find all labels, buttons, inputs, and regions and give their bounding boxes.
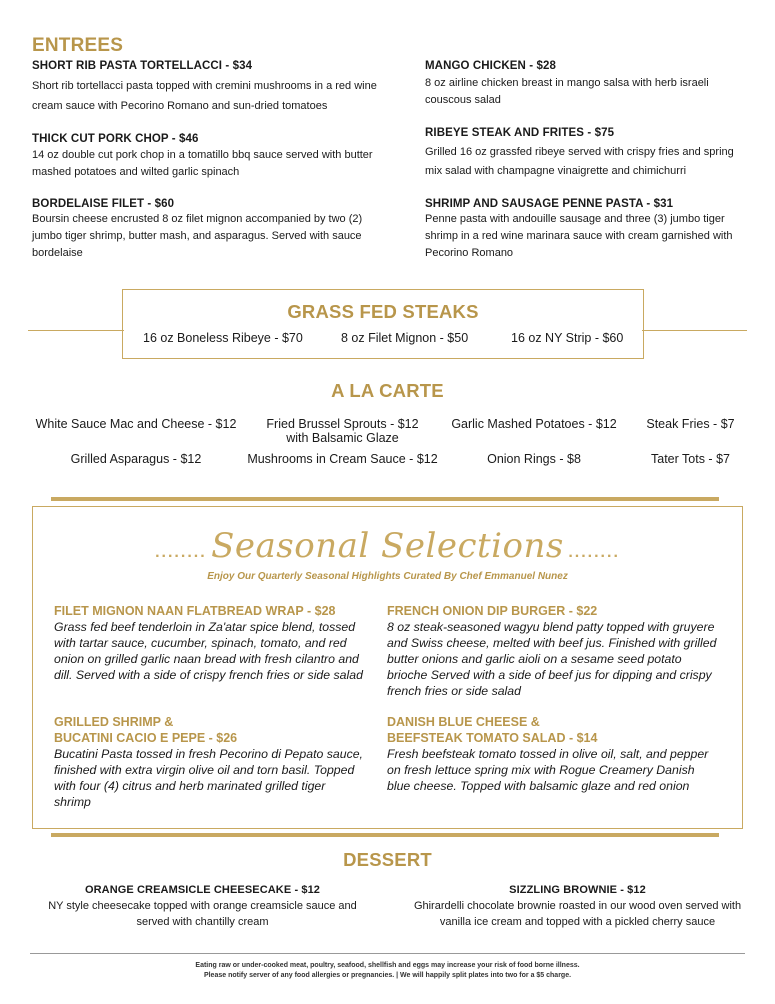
seasonal-title-line2: BUCATINI CACIO E PEPE - $26 xyxy=(54,731,238,745)
steaks-rule-left xyxy=(28,330,124,331)
alacarte-item-note: with Balsamic Glaze xyxy=(286,431,399,445)
dessert-title: SIZZLING BROWNIE - $12 xyxy=(509,884,646,896)
seasonal-item xyxy=(54,603,364,683)
dessert-title: ORANGE CREAMSICLE CHEESECAKE - $12 xyxy=(84,884,321,896)
entree-desc: Penne pasta with andouille sausage and three (3) jumbo tiger shrimp in a red wine marinara sauce with cream garnished with Pecorino Romano xyxy=(425,213,733,259)
entree-title: MANGO CHICKEN - $28 xyxy=(425,60,556,72)
seasonal-item xyxy=(387,714,717,794)
alacarte-heading: A LA CARTE xyxy=(331,380,444,401)
alacarte-item: Grilled Asparagus - $12 xyxy=(70,452,202,466)
entree-item xyxy=(425,60,745,109)
dessert-item xyxy=(405,882,750,930)
seasonal-item xyxy=(54,714,364,810)
alacarte-item: Tater Tots - $7 xyxy=(651,452,730,466)
entree-title: RIBEYE STEAK AND FRITES - $75 xyxy=(425,127,615,139)
alacarte-item: Garlic Mashed Potatoes - $12 xyxy=(451,417,617,431)
steak-item: 16 oz Boneless Ribeye - $70 xyxy=(143,331,303,345)
seasonal-item xyxy=(387,603,722,699)
footer-disclaimer xyxy=(0,961,775,981)
seasonal-subtitle: Enjoy Our Quarterly Seasonal Highlights Curated By Chef Emmanuel Nunez xyxy=(207,571,568,582)
steak-item: 8 oz Filet Mignon - $50 xyxy=(341,331,469,345)
seasonal-heading: Seasonal Selections xyxy=(211,526,564,566)
divider-rule xyxy=(51,833,719,837)
entree-desc: Grilled 16 oz grassfed ribeye served with crispy fries and spring mix salad with champagne vinaigrette and chimichurri xyxy=(425,146,734,177)
footer-line-1: Eating raw or under-cooked meat, poultry, seafood, shellfish and eggs may increase your risk of food borne illness. xyxy=(195,962,580,969)
seasonal-title: FRENCH ONION DIP BURGER - $22 xyxy=(387,604,598,618)
steak-item: 16 oz NY Strip - $60 xyxy=(511,331,624,345)
dessert-item xyxy=(40,882,365,930)
seasonal-title-line2: BEEFSTEAK TOMATO SALAD - $14 xyxy=(387,731,598,745)
footer-line-2: Please notify server of any food allergies or pregnancies. | We will happily split plates into two for a $5 charge. xyxy=(203,972,572,979)
dessert-desc: NY style cheesecake topped with orange creamsicle sauce and served with chantilly cream xyxy=(48,900,357,928)
entree-desc: 8 oz airline chicken breast in mango salsa with herb israeli couscous salad xyxy=(425,77,709,106)
seasonal-title: FILET MIGNON NAAN FLATBREAD WRAP - $28 xyxy=(54,604,336,618)
entree-desc: Boursin cheese encrusted 8 oz filet mignon accompanied by two (2) jumbo tiger shrimp, butter mash, and asparagus. Served with sauce bordelaise xyxy=(32,213,363,259)
entree-desc: Short rib tortellacci pasta topped with cremini mushrooms in a red wine cream sauce with Pecorino Romano and sun-dried tomatoes xyxy=(32,80,377,112)
seasonal-title-line1: DANISH BLUE CHEESE & xyxy=(387,715,540,729)
seasonal-desc: Bucatini Pasta tossed in fresh Pecorino di Pepato sauce, finished with extra virgin olive oil and torn basil. Topped with four (4) citrus and herb marinated grilled tiger shrimp xyxy=(54,747,363,809)
entree-item xyxy=(32,60,402,116)
dots-left-ornament: ........ xyxy=(155,544,207,561)
entree-item xyxy=(425,127,745,181)
steaks-heading: GRASS FED STEAKS xyxy=(287,301,479,322)
entree-title: THICK CUT PORK CHOP - $46 xyxy=(32,133,199,145)
entree-title: SHORT RIB PASTA TORTELLACCI - $34 xyxy=(32,60,253,72)
seasonal-title-row xyxy=(135,526,640,566)
entrees-heading: ENTREES xyxy=(32,35,124,56)
seasonal-desc: Fresh beefsteak tomato tossed in olive oil, salt, and pepper on fresh lettuce spring mix with Rogue Creamery Danish blue cheese. Topped with balsamic glaze and red onion xyxy=(387,747,709,793)
entree-item xyxy=(32,133,402,181)
footer-rule xyxy=(30,953,745,954)
divider-rule xyxy=(51,497,719,501)
alacarte-item: Onion Rings - $8 xyxy=(487,452,581,466)
seasonal-desc: 8 oz steak-seasoned wagyu blend patty topped with gruyere and Swiss cheese, melted with beef jus. Finished with grilled butter onions and garlic aioli on a sesame seed potato brioche Served with a side of beef jus for dipping and crispy french fries or side salad xyxy=(387,620,717,698)
entree-item xyxy=(32,198,372,262)
steaks-box xyxy=(122,289,644,359)
alacarte-item: Steak Fries - $7 xyxy=(646,417,735,431)
dessert-desc: Ghirardelli chocolate brownie roasted in our wood oven served with vanilla ice cream and topped with a pickled cherry sauce xyxy=(413,900,742,928)
entree-desc: 14 oz double cut pork chop in a tomatillo bbq sauce served with butter mashed potatoes and wilted garlic spinach xyxy=(32,149,373,178)
alacarte-item: Fried Brussel Sprouts - $12 xyxy=(266,417,419,431)
dessert-heading: DESSERT xyxy=(343,849,432,870)
alacarte-item: White Sauce Mac and Cheese - $12 xyxy=(35,417,237,431)
seasonal-title-line1: GRILLED SHRIMP & xyxy=(54,715,174,729)
dots-right-ornament: ........ xyxy=(568,544,620,561)
entree-title: BORDELAISE FILET - $60 xyxy=(32,198,175,210)
entree-item xyxy=(425,198,750,262)
entree-title: SHRIMP AND SAUSAGE PENNE PASTA - $31 xyxy=(425,198,674,210)
steaks-rule-right xyxy=(642,330,747,331)
alacarte-item: Mushrooms in Cream Sauce - $12 xyxy=(247,452,438,466)
seasonal-desc: Grass fed beef tenderloin in Za'atar spice blend, tossed with tartar sauce, cucumber, spinach, tomato, and red onion on grilled garlic naan bread with fresh cilantro and dill. Served with a side of crispy french fries or side salad xyxy=(54,620,363,682)
